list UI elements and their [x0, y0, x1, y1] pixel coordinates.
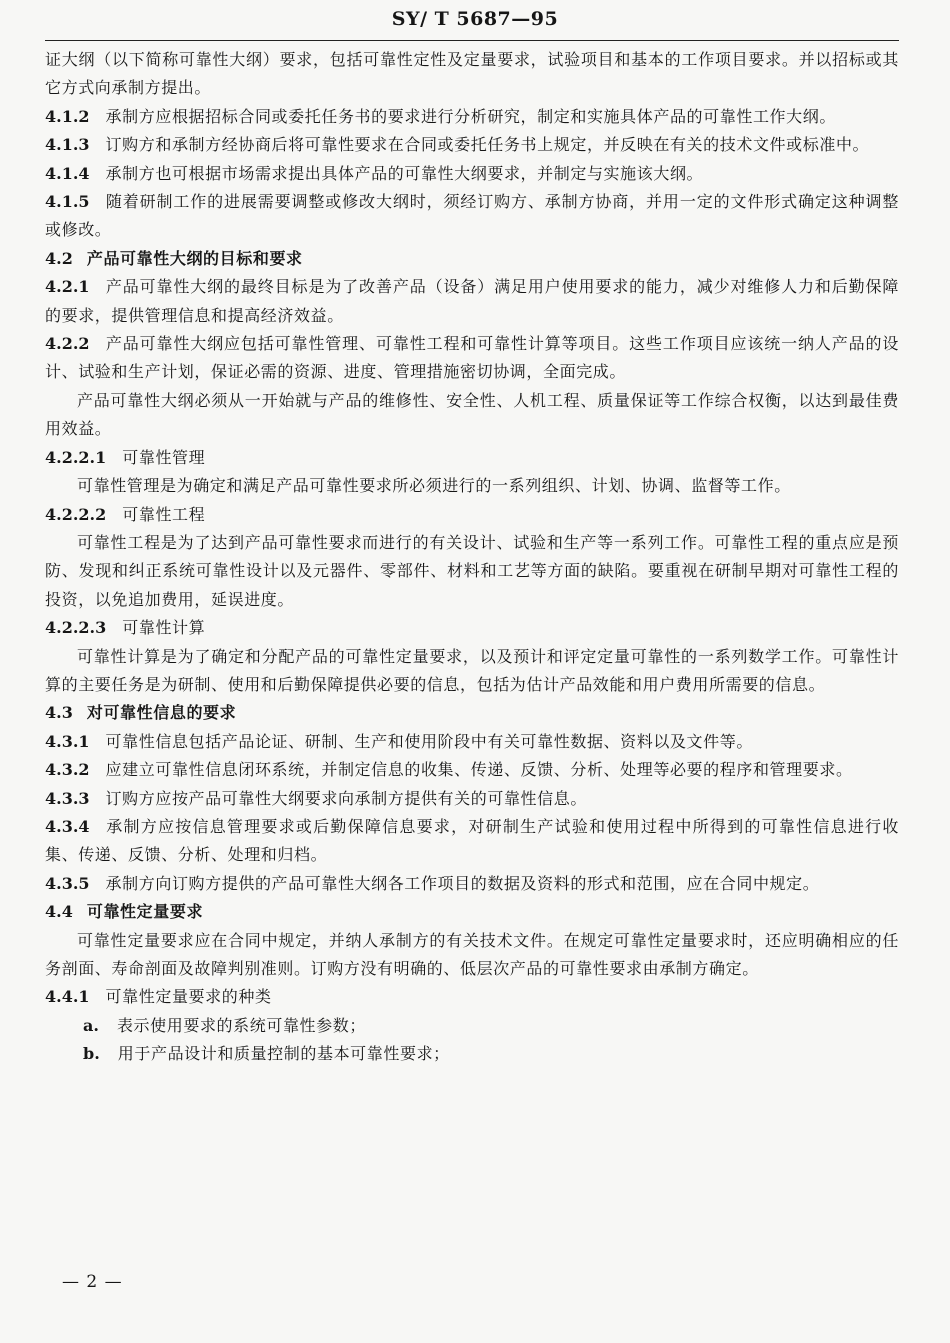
- clause-text: 产品可靠性大纲应包括可靠性管理、可靠性工程和可靠性计算等项目。这些工作项目应该统一纳人产品的设计、试验和生产计划，保证必需的资源、进度、管理措施密切协调，全面完成。: [45, 334, 899, 382]
- clause-number: 4.2.2: [45, 334, 90, 354]
- clause-number: 4.2.2.2: [45, 504, 107, 524]
- clause-text: 应建立可靠性信息闭环系统，并制定信息的收集、传递、反馈、分析、处理等必要的程序和管理要求。: [105, 760, 853, 780]
- paragraph: [45, 472, 899, 500]
- clause-text: 随着研制工作的进展需要调整或修改大纲时，须经订购方、承制方协商，并用一定的文件形式确定这种调整或修改。: [45, 192, 899, 240]
- clause-number: 4.4: [45, 902, 73, 922]
- clause-number: 4.1.4: [45, 163, 90, 183]
- paragraph: [45, 444, 899, 472]
- clause-text: 可靠性管理: [122, 447, 206, 467]
- clause-number: b.: [83, 1044, 100, 1064]
- clause-number: 4.2.1: [45, 277, 90, 297]
- clause-number: 4.2: [45, 248, 73, 268]
- clause-number: 4.3.5: [45, 873, 90, 893]
- clause-number: 4.3.4: [45, 816, 90, 836]
- paragraph: [45, 46, 899, 103]
- paragraph: [45, 273, 899, 330]
- clause-text: 承制方应按信息管理要求或后勤保障信息要求，对研制生产试验和使用过程中所得到的可靠性信息进行收集、传递、反馈、分析、处理和归档。: [45, 816, 899, 865]
- clause-text: 证大纲（以下简称可靠性大纲）要求，包括可靠性定性及定量要求，试验项目和基本的工作项目要求。并以招标或其它方式向承制方提出。: [45, 50, 899, 98]
- list-item: [45, 1012, 899, 1040]
- header-rule: [45, 40, 899, 41]
- clause-text: 订购方和承制方经协商后将可靠性要求在合同或委托任务书上规定，并反映在有关的技术文件或标准中。: [105, 135, 870, 155]
- paragraph: [45, 529, 899, 614]
- clause-number: a.: [83, 1015, 99, 1035]
- clause-number: 4.3.1: [45, 731, 90, 751]
- paragraph: [45, 614, 899, 642]
- clause-text: 产品可靠性大纲的目标和要求: [86, 248, 303, 268]
- clause-text: 产品可靠性大纲必须从一开始就与产品的维修性、安全性、人机工程、质量保证等工作综合权衡，以达到最佳费用效益。: [45, 390, 899, 439]
- paragraph: [45, 927, 899, 984]
- clause-number: 4.1.2: [45, 106, 90, 126]
- section-heading: [45, 245, 899, 273]
- clause-number: 4.2.2.3: [45, 618, 107, 638]
- paragraph: [45, 131, 899, 159]
- clause-number: 4.3: [45, 703, 73, 723]
- clause-text: 可靠性信息包括产品论证、研制、生产和使用阶段中有关可靠性数据、资料以及文件等。: [105, 731, 753, 751]
- clause-text: 可靠性计算: [122, 618, 206, 638]
- clause-text: 产品可靠性大纲的最终目标是为了改善产品（设备）满足用户使用要求的能力，减少对维修人力和后勤保障的要求，提供管理信息和提高经济效益。: [45, 277, 899, 325]
- clause-text: 订购方应按产品可靠性大纲要求向承制方提供有关的可靠性信息。: [105, 788, 587, 808]
- paragraph: [45, 330, 899, 387]
- paragraph: [45, 188, 899, 245]
- paragraph: [45, 785, 899, 813]
- section-heading: [45, 898, 899, 926]
- clause-number: 4.1.3: [45, 135, 90, 155]
- clause-text: 可靠性计算是为了确定和分配产品的可靠性定量要求，以及预计和评定定量可靠性的一系列数学工作。可靠性计算的主要任务是为研制、使用和后勤保障提供必要的信息，包括为估计产品效能和用户费用所需要的信息。: [45, 646, 899, 694]
- paragraph: [45, 103, 899, 131]
- clause-number: 4.2.2.1: [45, 447, 107, 467]
- paragraph: [45, 728, 899, 756]
- clause-number: 4.4.1: [45, 987, 90, 1007]
- clause-number: 4.1.5: [45, 192, 90, 212]
- clause-text: 可靠性定量要求: [86, 902, 204, 922]
- clause-text: 承制方应根据招标合同或委托任务书的要求进行分析研究，制定和实施具体产品的可靠性工作大纲。: [105, 106, 836, 126]
- clause-text: 承制方向订购方提供的产品可靠性大纲各工作项目的数据及资料的形式和范围，应在合同中规定。: [105, 873, 820, 893]
- clause-text: 可靠性工程: [122, 504, 206, 524]
- clause-text: 对可靠性信息的要求: [86, 703, 237, 723]
- list-item: [45, 1040, 899, 1068]
- clause-text: 用于产品设计和质量控制的基本可靠性要求；: [117, 1044, 450, 1064]
- clause-text: 可靠性管理是为确定和满足产品可靠性要求所必须进行的一系列组织、计划、协调、监督等工作。: [77, 476, 791, 496]
- clause-text: 承制方也可根据市场需求提出具体产品的可靠性大纲要求，并制定与实施该大纲。: [105, 163, 704, 183]
- paragraph: [45, 501, 899, 529]
- clause-number: 4.3.3: [45, 788, 90, 808]
- section-heading: [45, 699, 899, 727]
- paragraph: [45, 160, 899, 188]
- clause-number: 4.3.2: [45, 760, 90, 780]
- paragraph: [45, 813, 899, 870]
- clause-text: 可靠性工程是为了达到产品可靠性要求而进行的有关设计、试验和生产等一系列工作。可靠性工程的重点应是预防、发现和纠正系统可靠性设计以及元器件、零部件、材料和工艺等方面的缺陷。要重视在研制早期对可靠性工程的投资，以免追加费用，延误进度。: [45, 532, 899, 609]
- paragraph: [45, 983, 899, 1011]
- paragraph: [45, 387, 899, 444]
- document-body: [45, 46, 899, 1069]
- clause-text: 表示使用要求的系统可靠性参数；: [116, 1015, 366, 1035]
- page-number: — 2 —: [62, 1272, 123, 1292]
- clause-text: 可靠性定量要求应在合同中规定，并纳人承制方的有关技术文件。在规定可靠性定量要求时，还应明确相应的任务剖面、寿命剖面及故障判别准则。订购方没有明确的、低层次产品的可靠性要求由承制方确定。: [45, 930, 899, 978]
- clause-text: 可靠性定量要求的种类: [105, 987, 272, 1007]
- standard-number-header: SY/ T 5687—95: [391, 8, 559, 30]
- paragraph: [45, 870, 899, 898]
- paragraph: [45, 756, 899, 784]
- paragraph: [45, 643, 899, 700]
